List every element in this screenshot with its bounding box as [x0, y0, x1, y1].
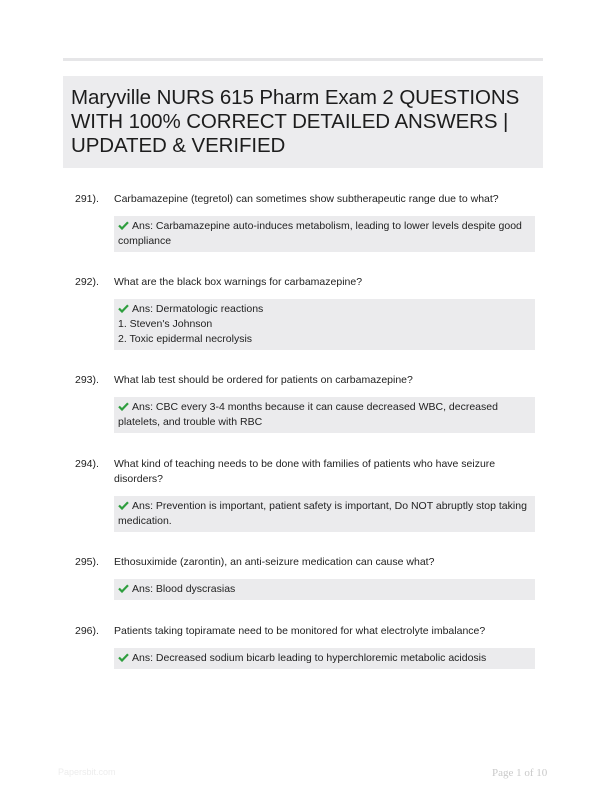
- question-text: What lab test should be ordered for patients on carbamazepine?: [114, 374, 413, 386]
- answer-text: Ans: Prevention is important, patient safety is important, Do NOT abruptly stop taking medication.: [118, 500, 527, 527]
- answer-text: Ans: Decreased sodium bicarb leading to hyperchloremic metabolic acidosis: [132, 652, 487, 664]
- qa-item: [75, 192, 535, 252]
- answer-text: 2. Toxic epidermal necrolysis: [118, 333, 253, 345]
- question-text: Ethosuximide (zarontin), an anti-seizure medication can cause what?: [114, 556, 435, 568]
- question-text: What are the black box warnings for carbamazepine?: [114, 276, 363, 288]
- question-number: 294).: [75, 458, 99, 470]
- question-number: 293).: [75, 374, 99, 386]
- top-divider: [63, 58, 543, 61]
- question-text: What kind of teaching needs to be done with families of patients who have seizure disorders?: [114, 458, 496, 485]
- question-text: Patients taking topiramate need to be monitored for what electrolyte imbalance?: [114, 625, 486, 637]
- answer-text: 1. Steven's Johnson: [118, 318, 213, 330]
- question-text: Carbamazepine (tegretol) can sometimes show subtherapeutic range due to what?: [114, 193, 499, 205]
- qa-item: [75, 457, 535, 532]
- answer-text: Ans: CBC every 3-4 months because it can cause decreased WBC, decreased platelets, and trouble with RBC: [118, 401, 498, 428]
- answer-box: [114, 299, 535, 350]
- check-icon: [118, 402, 129, 411]
- answer-box: [114, 648, 535, 669]
- title-banner: [63, 76, 543, 168]
- qa-item: [75, 373, 535, 433]
- check-icon: [118, 584, 129, 593]
- footer-watermark: Papersbit.com: [58, 767, 116, 777]
- check-icon: [118, 653, 129, 662]
- check-icon: [118, 304, 129, 313]
- question-number: 295).: [75, 556, 99, 568]
- check-icon: [118, 221, 129, 230]
- answer-box: [114, 397, 535, 433]
- answer-text: Ans: Carbamazepine auto-induces metabolism, leading to lower levels despite good compliance: [118, 220, 522, 247]
- answer-box: [114, 216, 535, 252]
- question-number: 292).: [75, 276, 99, 288]
- question-number: 296).: [75, 625, 99, 637]
- answer-box: [114, 579, 535, 600]
- check-icon: [118, 501, 129, 510]
- answer-text: Ans: Dermatologic reactions: [132, 303, 264, 315]
- qa-item: [75, 624, 535, 669]
- document-title: Maryville NURS 615 Pharm Exam 2 QUESTIONS WITH 100% CORRECT DETAILED ANSWERS | UPDATED & VERIFIED: [71, 86, 520, 157]
- page-indicator: Page 1 of 10: [492, 767, 548, 779]
- qa-item: [75, 275, 535, 350]
- answer-text: Ans: Blood dyscrasias: [132, 583, 236, 595]
- question-number: 291).: [75, 193, 99, 205]
- answer-box: [114, 496, 535, 532]
- qa-item: [75, 555, 535, 600]
